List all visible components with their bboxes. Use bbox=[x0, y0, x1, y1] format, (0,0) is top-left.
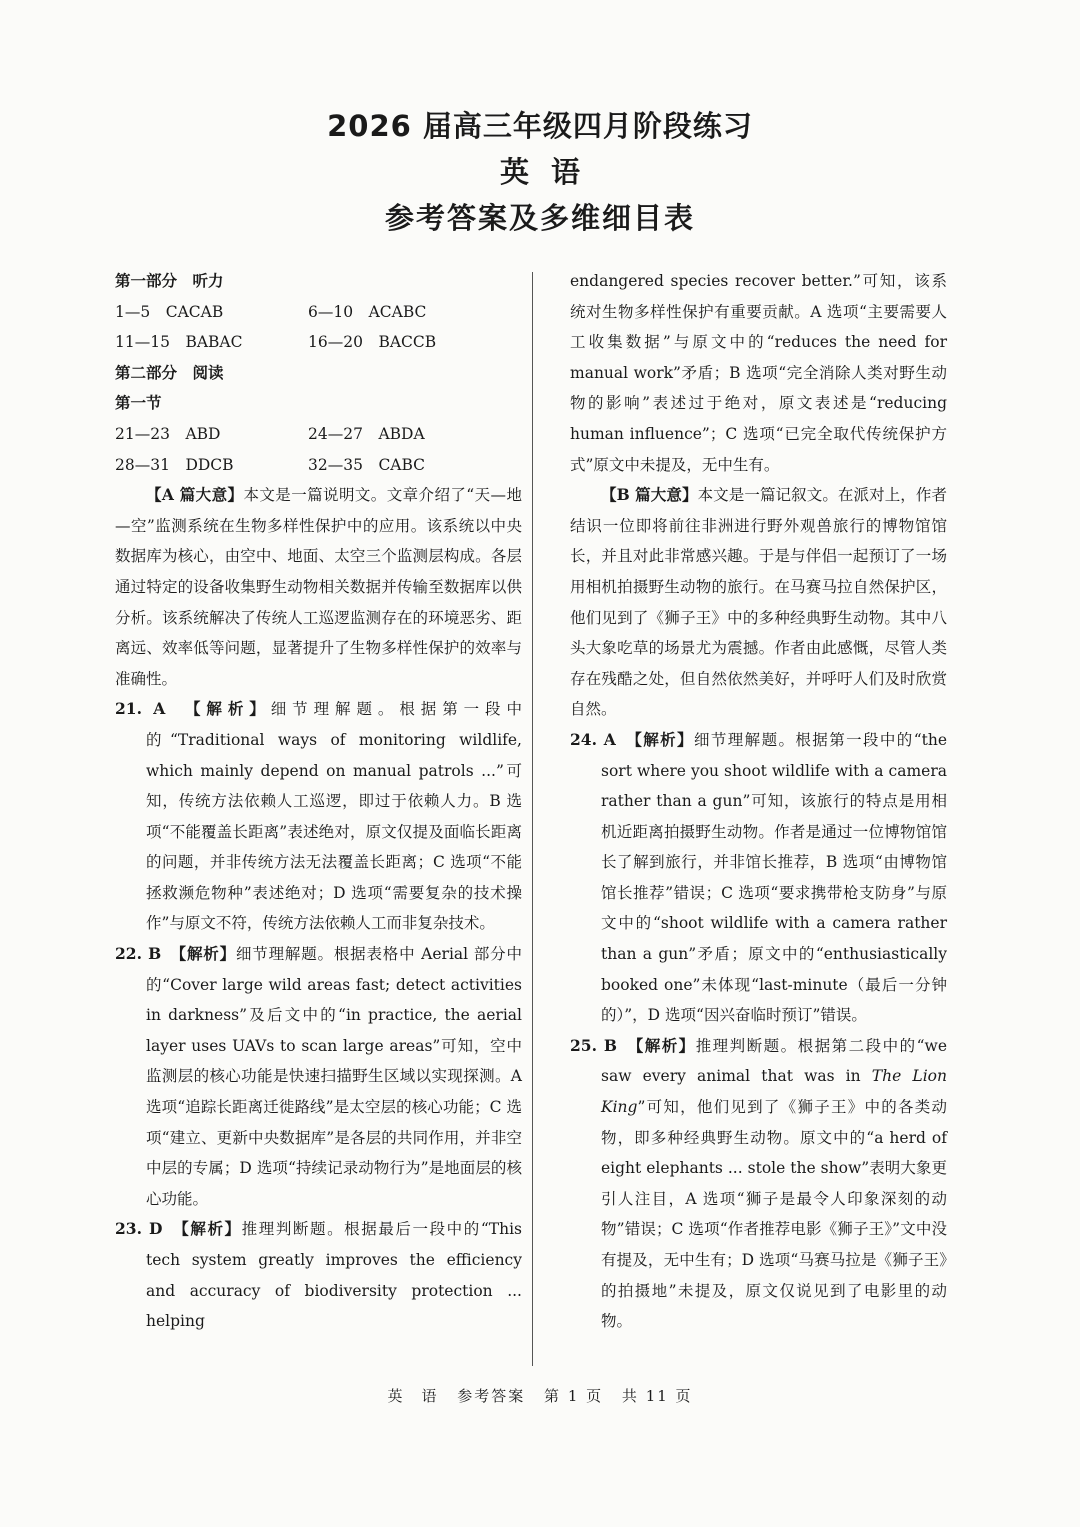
answer-row bbox=[115, 450, 522, 481]
explanation-text: 细节理解题。根据第一段中的“the sort where you shoot wildlife with a camera rather than a gun”可知，该旅行的特点是用相机近距离拍摄野生动物。作者是通过一位博物馆馆长了解到旅行，并非馆长推荐，B 选项“由博物馆馆长推荐”错误；C 选项“要求携带枪支防身”与原文中的“shoot wildlife with a camera rather than a gun”矛盾；原文中的“enthusiastically booked one”未体现“last-minute（最后一分钟的）”，D 选项“因兴奋临时预订”错误。 bbox=[601, 730, 948, 1025]
film-title: The Lion King bbox=[601, 1067, 947, 1117]
answer-group: 11—15 BABAC bbox=[115, 333, 243, 352]
summary-label: 【B 篇大意】 bbox=[601, 485, 698, 505]
footer-total-pages: 共 11 页 bbox=[621, 1387, 693, 1405]
right-column bbox=[570, 266, 947, 1337]
section1-heading: 第一节 bbox=[115, 394, 162, 413]
subtitle: 参考答案及多维细目表 bbox=[384, 201, 695, 235]
column-divider bbox=[532, 272, 533, 1366]
question-label: 22. B 【解析】 bbox=[115, 944, 236, 964]
passage-a-summary bbox=[115, 480, 522, 694]
question-label: 24. A 【解析】 bbox=[570, 729, 694, 749]
explanation-text: ”可知，他们见到了《狮子王》中的各类动物，即多种经典野生动物。原文中的“a herd of eight elephants ... stole the show”表明大象更引人注目，A 选项“狮子是最令人印象深刻的动物”错误；C 选项“作者推荐电影《狮子王》”文中没有提及，无中生有；D 选项“马赛马拉是《狮子王》的拍摄地”未提及，原文仅说见到了电影里的动物。 bbox=[601, 1098, 947, 1331]
footer-label: 参考答案 bbox=[457, 1387, 526, 1405]
left-column bbox=[115, 266, 522, 1337]
answer-23-explanation bbox=[115, 1214, 522, 1336]
summary-label: 【A 篇大意】 bbox=[146, 485, 244, 505]
footer-subject: 英 语 bbox=[387, 1387, 439, 1405]
summary-text: 本文是一篇记叙文。在派对上，作者结识一位即将前往非洲进行野外观兽旅行的博物馆馆长，并且对此非常感兴趣。于是与伴侣一起预订了一场用相机拍摄野生动物的旅行。在马赛马拉自然保护区，他们见到了《狮子王》中的多种经典野生动物。其中八头大象吃草的场景尤为震撼。作者由此感慨，尽管人类存在残酷之处，但自然依然美好，并呼吁人们及时欣赏自然。 bbox=[570, 486, 947, 719]
explanation-text: 推理判断题。根据最后一段中的“This tech system greatly improves the efficiency and accuracy of biodiversity protection ... helping bbox=[146, 1220, 522, 1331]
part1-heading: 第一部分 听力 bbox=[115, 272, 224, 290]
answer-row bbox=[115, 327, 522, 358]
answer-24-explanation bbox=[570, 725, 947, 1031]
part2-heading: 第二部分 阅读 bbox=[115, 363, 224, 382]
explanation-text: 推理判断题。根据第二段中的“we saw every animal that was in bbox=[601, 1036, 947, 1086]
title-block bbox=[0, 103, 1080, 241]
answer-group: 6—10 ACABC bbox=[308, 302, 427, 321]
question-label: 25. B 【解析】 bbox=[570, 1035, 696, 1055]
subject-title: 英语 bbox=[499, 155, 602, 189]
answer-group: 21—23 ABD bbox=[115, 424, 221, 443]
question-label: 21. A 【解析】 bbox=[115, 699, 271, 719]
explanation-text: 细节理解题。根据第一段中的“Traditional ways of monitoring wildlife, which mainly depend on manual patrols ...”可知，传统方法依赖人工巡逻，即过于依赖人力。B 选项“不能覆盖长距离”表述绝对，原文仅提及面临长距离的问题，并非传统方法无法覆盖长距离；C 选项“不能拯救濒危物种”表述绝对；D 选项“需要复杂的技术操作”与原文不符，传统方法依赖人工而非复杂技术。 bbox=[146, 700, 522, 933]
explanation-text: 细节理解题。根据表格中 Aerial 部分中的“Cover large wild areas fast; detect activities in darkness”及后文中的“in practice, the aerial layer uses UAVs to scan large areas”可知，空中监测层的核心功能是快速扫描野生区域以实现探测。A 选项“追踪长距离迁徙路线”是太空层的核心功能；C 选项“建立、更新中央数据库”是各层的共同作用，并非空中层的专属；D 选项“持续记录动物行为”是地面层的核心功能。 bbox=[146, 945, 522, 1208]
answer-group: 1—5 CACAB bbox=[115, 302, 224, 321]
answer-row bbox=[115, 297, 522, 328]
answer-25-explanation bbox=[570, 1031, 947, 1337]
passage-b-summary bbox=[570, 480, 947, 725]
page-title: 2026 届高三年级四月阶段练习 bbox=[327, 109, 753, 143]
answer-21-explanation bbox=[115, 694, 522, 939]
answer-23-continued: endangered species recover better.”可知，该系统对生物多样性保护有重要贡献。A 选项“主要需要人工收集数据”与原文中的“reduces the need for manual work”矛盾；B 选项“完全消除人类对野生动物的影响”表述过于绝对，原文表述是“reducing human influence”；C 选项“已完全取代传统保护方式”原文中未提及，无中生有。 bbox=[570, 272, 947, 474]
footer-page-number: 第 1 页 bbox=[544, 1387, 604, 1405]
summary-text: 本文是一篇说明文。文章介绍了“天—地—空”监测系统在生物多样性保护中的应用。该系统以中央数据库为核心，由空中、地面、太空三个监测层构成。各层通过特定的设备收集野生动物相关数据并传输至数据库以供分析。该系统解决了传统人工巡逻监测存在的环境恶劣、距离远、效率低等问题，显著提升了生物多样性保护的效率与准确性。 bbox=[115, 486, 522, 688]
answer-group: 32—35 CABC bbox=[308, 455, 426, 474]
answer-group: 28—31 DDCB bbox=[115, 455, 234, 474]
answer-group: 16—20 BACCB bbox=[308, 333, 437, 352]
answer-row bbox=[115, 419, 522, 450]
answer-group: 24—27 ABDA bbox=[308, 424, 425, 443]
question-label: 23. D 【解析】 bbox=[115, 1219, 242, 1239]
answer-22-explanation bbox=[115, 939, 522, 1214]
page-footer bbox=[0, 1385, 1080, 1406]
